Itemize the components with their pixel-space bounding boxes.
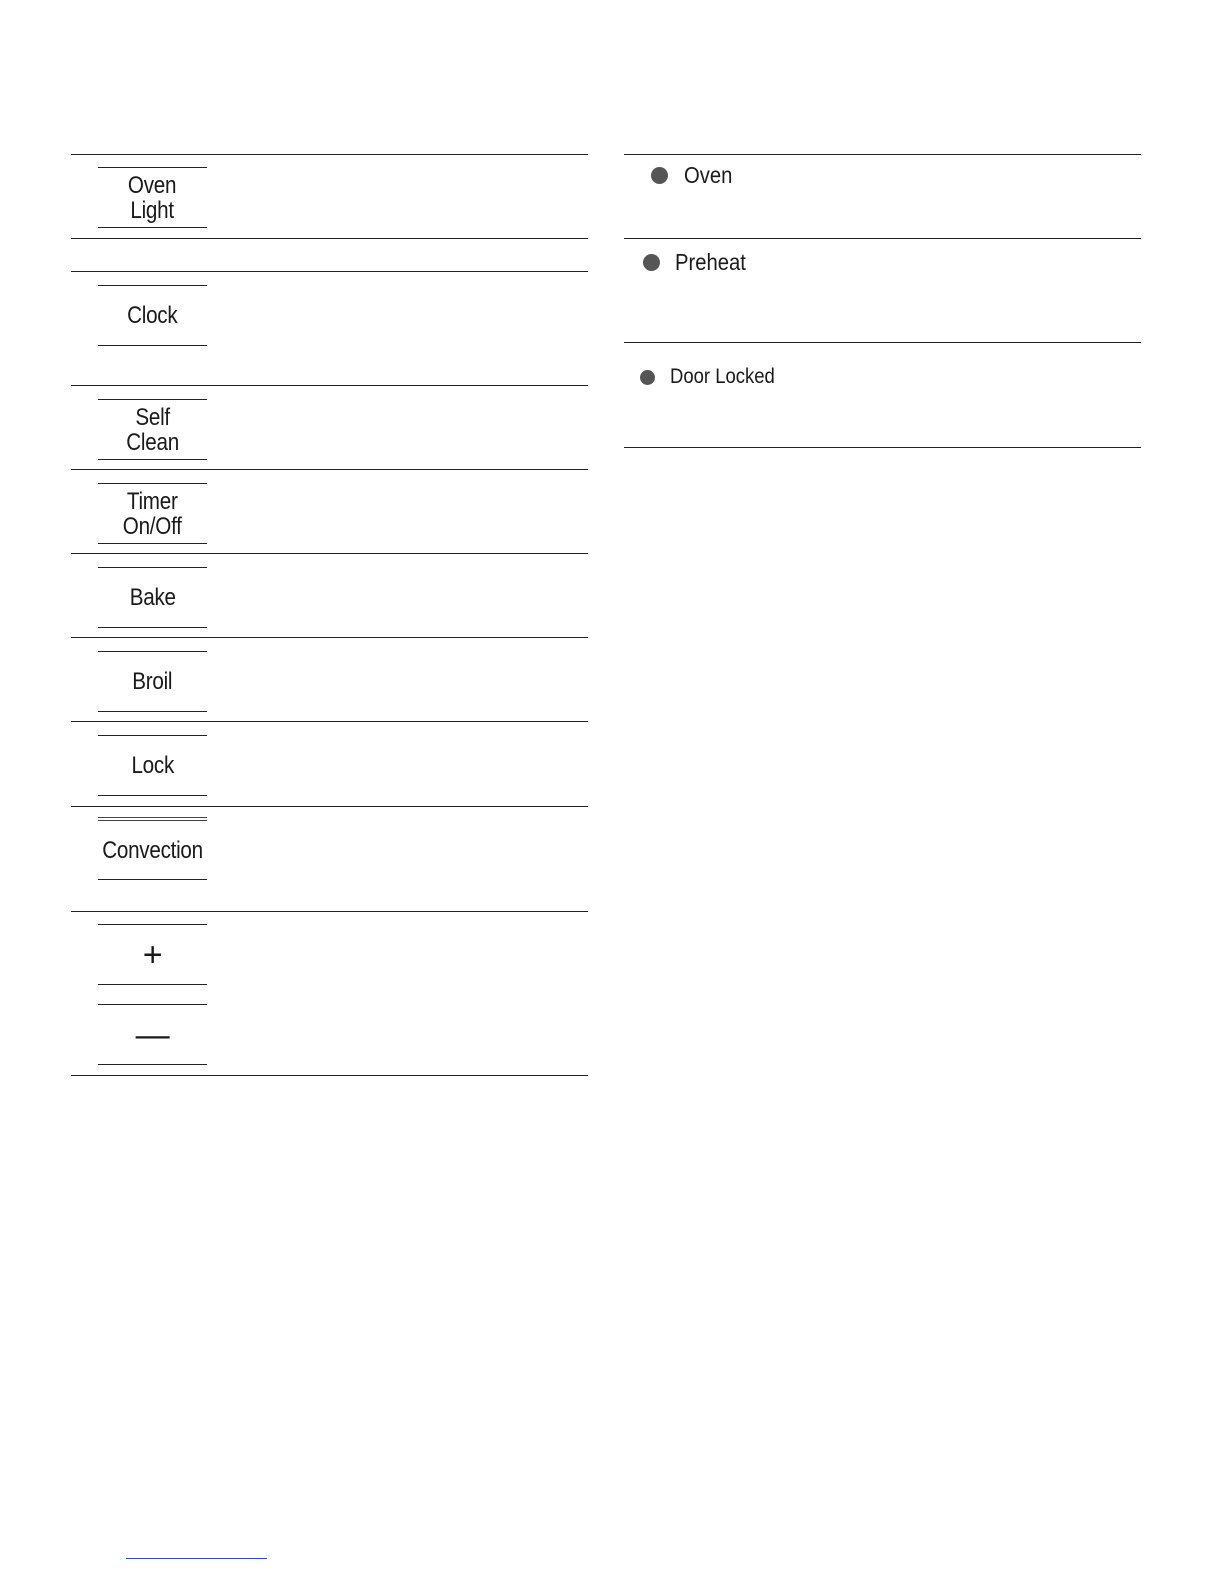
table-rule xyxy=(71,637,588,638)
oven-light-key xyxy=(98,167,207,228)
table-rule xyxy=(71,154,588,155)
table-rule xyxy=(71,806,588,807)
table-rule xyxy=(71,721,588,722)
plus-icon: + xyxy=(142,935,163,974)
table-rule xyxy=(624,238,1141,239)
plus-key xyxy=(98,924,207,985)
oven-indicator-label: Oven xyxy=(684,161,733,188)
clock-key xyxy=(98,285,207,346)
table-rule xyxy=(71,469,588,470)
bake-key-label: Bake xyxy=(129,584,176,611)
self-clean-key-label: Self Clean xyxy=(126,403,179,456)
table-rule xyxy=(71,911,588,912)
table-rule xyxy=(71,553,588,554)
broil-key-label: Broil xyxy=(132,668,173,695)
door-locked-indicator xyxy=(640,363,789,391)
preheat-indicator xyxy=(643,247,756,277)
table-rule xyxy=(624,154,1141,155)
timer-key xyxy=(98,483,207,544)
indicator-dot-icon xyxy=(640,370,655,385)
table-rule xyxy=(71,385,588,386)
convection-key-label: Convection xyxy=(102,836,203,864)
lock-key xyxy=(98,735,207,796)
lock-key-label: Lock xyxy=(131,752,174,779)
table-rule xyxy=(71,238,588,239)
oven-light-key-label: Oven Light xyxy=(128,171,177,224)
table-rule xyxy=(624,447,1141,448)
table-rule xyxy=(624,342,1141,343)
self-clean-key xyxy=(98,399,207,460)
door-locked-indicator-label: Door Locked xyxy=(670,365,775,388)
clock-key-label: Clock xyxy=(127,302,178,329)
minus-key xyxy=(98,1004,207,1065)
broil-key xyxy=(98,651,207,712)
timer-key-label: Timer On/Off xyxy=(123,487,182,540)
footnote-rule xyxy=(126,1558,267,1559)
indicator-dot-icon xyxy=(643,254,660,271)
indicator-dot-icon xyxy=(651,167,668,184)
minus-icon: — xyxy=(135,1015,170,1054)
preheat-indicator-label: Preheat xyxy=(675,248,746,275)
table-rule xyxy=(71,271,588,272)
convection-key xyxy=(98,817,207,880)
table-rule xyxy=(71,1075,588,1076)
oven-indicator xyxy=(651,160,739,190)
bake-key xyxy=(98,567,207,628)
